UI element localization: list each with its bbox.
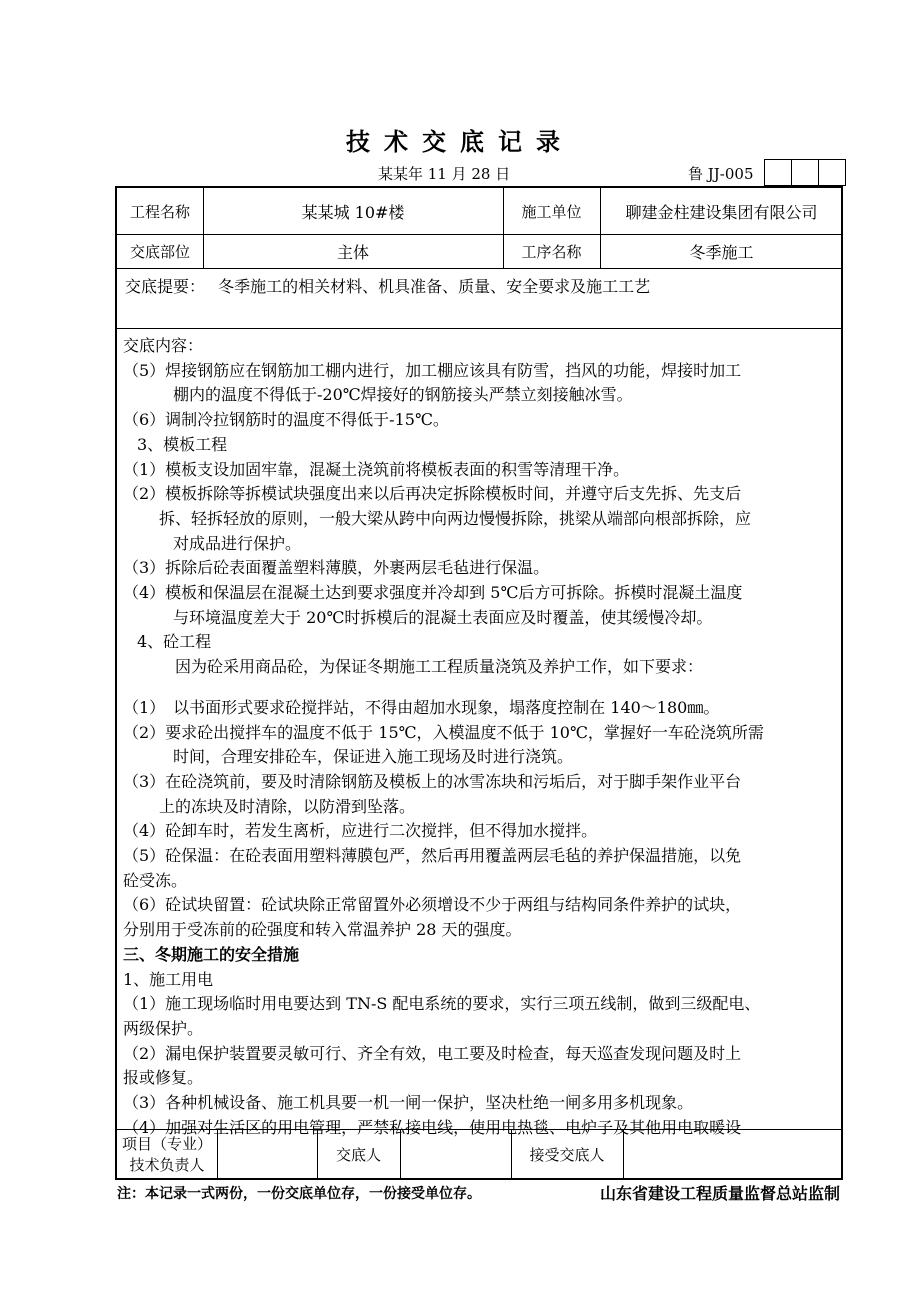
content-line: 因为砼采用商品砼，为保证冬期施工工程质量浇筑及养护工作，如下要求： [175, 657, 704, 677]
content-line: 时间，合理安排砼车，保证进入施工现场及时进行浇筑。 [173, 747, 574, 767]
content-line: （4）砼卸车时，若发生离析，应进行二次搅拌，但不得加水搅拌。 [123, 821, 598, 841]
content-line: （3）拆除后砼表面覆盖塑料薄膜，外裹两层毛毡进行保温。 [123, 558, 550, 578]
tech-lead-signature [217, 1129, 317, 1180]
receiver-signature [623, 1129, 843, 1180]
content-line: 三、冬期施工的安全措施 [123, 944, 300, 964]
content-line: 与环境温度差大于 20℃时拆模后的混凝土表面应及时覆盖，使其缓慢冷却。 [173, 607, 713, 627]
discloser-signature [400, 1129, 511, 1180]
process-name-label: 工序名称 [521, 242, 582, 261]
disclosure-content [123, 334, 837, 1137]
content-line: 4、砼工程 [137, 632, 212, 652]
record-date: 某某年 11 月 28 日 [378, 165, 511, 183]
content-line: 1、施工用电 [123, 969, 214, 989]
disclosure-part: 主体 [336, 242, 369, 262]
content-label: 交底内容： [123, 336, 204, 355]
summary-label: 交底提要： [125, 277, 206, 296]
content-line: 对成品进行保护。 [173, 533, 302, 553]
content-line: 拆、轻拆轻放的原则，一般大梁从跨中向两边慢慢拆除，挑梁从端部向根部拆除，应 [159, 508, 752, 528]
content-line: 两级保护。 [123, 1018, 204, 1038]
content-line: （6）调制冷拉钢筋时的温度不得低于-15℃。 [123, 410, 449, 430]
receiver-label: 接受交底人 [529, 1146, 605, 1164]
construction-unit-label: 施工单位 [521, 202, 582, 221]
content-line: （2）漏电保护装置要灵敏可行、齐全有效，电工要及时检查，每天巡查发现问题及时上 [123, 1043, 742, 1063]
number-boxes [765, 159, 846, 186]
discloser-label: 交底人 [335, 1146, 381, 1164]
content-line: （3）各种机械设备、施工机具要一机一闸一保护，坚决杜绝一闸多用多机现象。 [123, 1093, 694, 1113]
project-name: 某某城 10#楼 [301, 202, 405, 222]
blank-line [123, 680, 837, 696]
process-name: 冬季施工 [689, 242, 754, 262]
tech-lead-label-line1: 项目（专业） [121, 1134, 212, 1153]
content-line: （4）模板和保温层在混凝土达到要求强度并冷却到 5℃后方可拆除。拆模时混凝土温度 [123, 583, 743, 603]
disclosure-part-label: 交底部位 [129, 242, 190, 261]
content-line: （2）模板拆除等拆模试块强度出来以后再决定拆除模板时间，并遵守后支先拆、先支后 [123, 484, 742, 504]
document-number: 鲁 JJ-005 [688, 165, 754, 183]
disclosure-summary [125, 274, 650, 297]
content-line: 棚内的温度不得低于-20℃焊接好的钢筋接头严禁立刻接触冰雪。 [173, 385, 633, 405]
content-line: （2）要求砼出搅拌车的温度不低于 15℃，入模温度不低于 10℃，掌握好一车砼浇筑所需 [123, 722, 764, 742]
content-line: （5）焊接钢筋应在钢筋加工棚内进行，加工棚应该具有防雪，挡风的功能，焊接时加工 [123, 360, 742, 380]
content-line: （5）砼保温：在砼表面用塑料薄膜包严，然后再用覆盖两层毛毡的养护保温措施，以免 [123, 846, 742, 866]
content-line: （4）加强对生活区的用电管理，严禁私接电线，使用电热毯、电炉子及其他用电取暖设 [123, 1117, 742, 1137]
row-divider [117, 268, 841, 269]
row-divider [117, 328, 841, 329]
number-box [818, 159, 846, 186]
tech-lead-label [117, 1129, 217, 1180]
content-line: 砼受冻。 [123, 870, 188, 890]
number-box [791, 159, 819, 186]
content-line: 上的冻块及时清除，以防滑到坠落。 [159, 796, 416, 816]
content-line: 报或修复。 [123, 1068, 204, 1088]
footer-supervisor: 山东省建设工程质量监督总站监制 [599, 1184, 840, 1203]
content-line: 分别用于受冻前的砼强度和转入常温养护 28 天的强度。 [123, 920, 522, 940]
project-name-label: 工程名称 [129, 202, 190, 221]
construction-unit: 聊建金柱建设集团有限公司 [625, 202, 818, 222]
footer-note: 注：本记录一式两份，一份交底单位存，一份接受单位存。 [117, 1186, 481, 1202]
number-box [764, 159, 792, 186]
content-line: 3、模板工程 [137, 434, 228, 454]
content-line: （1） 以书面形式要求砼搅拌站，不得由超加水现象，塌落度控制在 140～180㎜。 [123, 697, 720, 717]
tech-lead-label-line2: 技术负责人 [129, 1155, 205, 1174]
content-lines [123, 359, 837, 1141]
content-line: （1）模板支设加固牢靠，混凝土浇筑前将模板表面的积雪等清理干净。 [123, 459, 630, 479]
content-line: （1）施工现场临时用电要达到 TN-S 配电系统的要求，实行三项五线制，做到三级配电、 [123, 994, 761, 1014]
record-table [115, 186, 843, 1180]
document-title: 技术交底记录 [346, 127, 574, 156]
content-line: （3）在砼浇筑前，要及时清除钢筋及模板上的冰雪冻块和污垢后，对于脚手架作业平台 [123, 771, 742, 791]
content-line: （6）砼试块留置：砼试块除正常留置外必须增设不少于两组与结构同条件养护的试块， [123, 895, 742, 915]
summary-text: 冬季施工的相关材料、机具准备、质量、安全要求及施工工艺 [218, 277, 651, 296]
